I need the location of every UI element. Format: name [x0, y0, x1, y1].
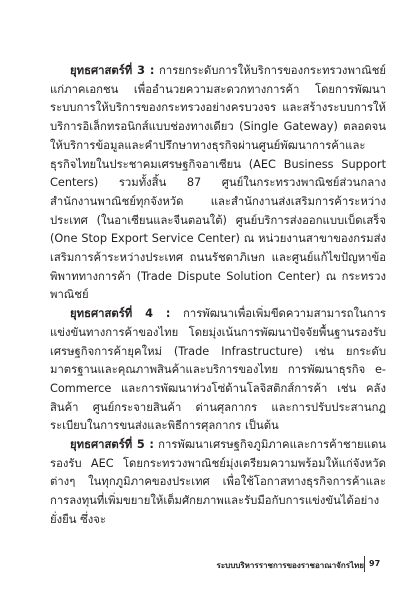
page-footer [0, 556, 411, 572]
document-body [50, 62, 386, 530]
strategy-4-heading: ยุทธศาสตร์ที่ 4 : [70, 307, 171, 321]
footer-divider [364, 556, 365, 572]
strategy-5-text: การพัฒนาเศรษฐกิจภูมิภาคและการค้าชายแดนรองรับ AEC โดยกระทรวงพาณิชย์มุ่งเตรียมความพร้อมให้แก่จังหวัดต่างๆ ในทุกภูมิภาคของประเทศ เพื่อใช้โอกาสทางธุรกิจการค้าและการลงทุนที่เพิ่มขยายให้เต็มศักยภาพและรับมือกับการแข่งขันได้อย่างยั่งยืน ซึ่งจะ [50, 438, 387, 526]
strategy-4-text: การพัฒนาเพื่อเพิ่มขีดความสามารถในการแข่งขันทางการค้าของไทย โดยมุ่งเน้นการพัฒนาปัจจัยพื้นฐานรองรับเศรษฐกิจการค้ายุคใหม่ (Trade Infrastructure) เช่น ยกระดับมาตรฐานและคุณภาพสินค้าและบริการของไทย การพัฒนาธุรกิจ e-Commerce และการพัฒนาห่วงโซ่ด้านโลจิสติกส์การค้า เช่น คลังสินค้า ศูนย์กระจายสินค้า ด่านศุลกากร และการปรับประสานกฎระเบียบในการขนส่งและพิธีการศุลกากร เป็นต้น [50, 307, 386, 433]
page-number: 97 [369, 559, 381, 568]
strategy-5-heading: ยุทธศาสตร์ที่ 5 : [70, 438, 154, 452]
paragraph-strategy-4 [50, 305, 386, 436]
strategy-3-text: การยกระดับการให้บริการของกระทรวงพาณิชย์แก่ภาคเอกชน เพื่ออำนวยความสะดวกทางการค้า โดยการพัฒนาระบบการให้บริการของกระทรวงอย่างครบวงจร และสร้างระบบการให้บริการอิเล็กทรอนิกส์แบบช่องทางเดียว (Single Gateway) ตลอดจนให้บริการข้อมูลและคำปรึกษาทางธุรกิจผ่านศูนย์พัฒนาการค้าและธุรกิจไทยในประชาคมเศรษฐกิจอาเซียน (AEC Business Support Centers) รวมทั้งสิ้น 87 ศูนย์ในกระทรวงพาณิชย์ส่วนกลาง สำนักงานพาณิชย์ทุกจังหวัด และสำนักงานส่งเสริมการค้าระหว่างประเทศ (ในอาเซียนและจีนตอนใต้) ศูนย์บริการส่งออกแบบเบ็ดเสร็จ (One Stop Export Service Center) ณ หน่วยงานสาขาของกรมส่งเสริมการค้าระหว่างประเทศ ถนนรัชดาภิเษก และศูนย์แก้ไขปัญหาข้อพิพาททางการค้า (Trade Dispute Solution Center) ณ กระทรวงพาณิชย์ [50, 64, 386, 302]
paragraph-strategy-3 [50, 62, 386, 305]
strategy-3-heading: ยุทธศาสตร์ที่ 3 : [70, 64, 155, 77]
paragraph-strategy-5 [50, 436, 386, 530]
footer-book-title: ระบบบริหารราชการของราชอาณาจักรไทย [216, 561, 364, 570]
